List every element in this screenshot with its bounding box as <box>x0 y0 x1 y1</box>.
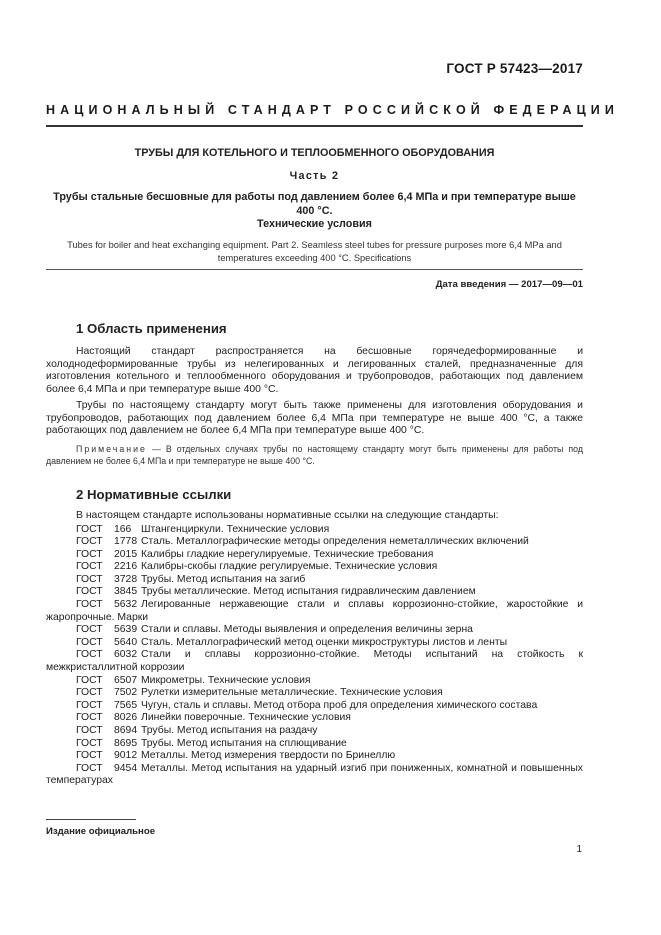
reference-title: Трубы. Метод испытания на сплющивание <box>141 737 347 749</box>
reference-code: ГОСТ <box>76 523 103 535</box>
reference-number: 8694 <box>114 725 138 736</box>
reference-title: Штангенциркули. Технические условия <box>141 523 330 535</box>
reference-code: ГОСТ <box>76 712 103 724</box>
reference-number: 6032 <box>114 649 138 661</box>
reference-item <box>46 750 583 763</box>
reference-number: 7502 <box>114 687 138 699</box>
reference-code: ГОСТ <box>76 636 103 648</box>
subtitle-main: Трубы стальные бесшовные для работы под давлением более 6,4 МПа и при температуре выше 400 °С. <box>53 191 576 217</box>
reference-item <box>46 675 583 688</box>
reference-code: ГОСТ <box>76 573 103 585</box>
reference-code: ГОСТ <box>76 599 103 611</box>
reference-item <box>46 725 583 738</box>
reference-number: 3728 <box>114 573 138 585</box>
reference-code: ГОСТ <box>76 548 103 560</box>
page-number: 1 <box>576 844 582 855</box>
reference-item <box>46 738 583 751</box>
reference-number: 3845 <box>114 586 138 598</box>
reference-title: Калибры гладкие нерегулируемые. Технические требования <box>141 548 434 560</box>
edition-label: Издание официальное <box>46 826 156 837</box>
reference-number: 8695 <box>114 737 138 749</box>
title-divider <box>46 269 583 270</box>
english-title: Tubes for boiler and heat exchanging equipment. Part 2. Seamless steel tubes for pressure purposes more 6,4 MPa and temperatures exceeding 400 °C. Specifications <box>67 240 562 263</box>
reference-item <box>46 536 583 549</box>
reference-number: 2015 <box>114 548 138 560</box>
reference-code: ГОСТ <box>76 536 103 548</box>
reference-item <box>46 637 583 650</box>
reference-number: 5640 <box>114 636 138 648</box>
reference-number: 5639 <box>114 624 138 636</box>
reference-code: ГОСТ <box>76 762 103 774</box>
reference-title: Рулетки измерительные металлические. Технические условия <box>141 687 443 699</box>
references-list <box>46 524 583 788</box>
reference-item <box>46 586 583 599</box>
reference-title: Чугун, сталь и сплавы. Метод отбора проб для определения химического состава <box>141 699 538 711</box>
reference-code: ГОСТ <box>76 750 103 762</box>
note-label: Примечание <box>76 444 147 454</box>
reference-number: 1778 <box>114 536 138 548</box>
reference-number: 9454 <box>114 762 138 774</box>
reference-number: 8026 <box>114 712 138 724</box>
section-1-heading: 1 Область применения <box>76 321 227 336</box>
reference-title: Стали и сплавы. Методы выявления и определения величины зерна <box>141 624 473 636</box>
reference-title: Линейки поверочные. Технические условия <box>141 712 351 724</box>
footer-divider <box>46 819 136 820</box>
reference-title: Сталь. Металлографические методы определения неметаллических включений <box>141 536 529 548</box>
header-divider <box>46 125 583 127</box>
reference-code: ГОСТ <box>76 649 103 661</box>
reference-number: 7565 <box>114 699 138 711</box>
reference-title: Трубы. Метод испытания на раздачу <box>141 725 318 736</box>
reference-item <box>46 712 583 725</box>
reference-code: ГОСТ <box>76 674 103 686</box>
part-label: Часть 2 <box>289 170 340 182</box>
introduction-date: Дата введения — 2017—09—01 <box>435 279 583 290</box>
reference-item <box>46 624 583 637</box>
reference-title: Сталь. Металлографический метод оценки микроструктуры листов и ленты <box>141 636 508 648</box>
reference-title: Трубы металлические. Метод испытания гидравлическим давлением <box>141 586 476 598</box>
reference-code: ГОСТ <box>76 725 103 736</box>
reference-title: Металлы. Метод измерения твердости по Бринеллю <box>141 750 396 762</box>
section-2-intro: В настоящем стандарте использованы нормативные ссылки на следующие стандарты: <box>76 510 499 521</box>
reference-item <box>46 599 583 624</box>
subtitle-spec: Технические условия <box>257 218 372 230</box>
national-standard-heading: НАЦИОНАЛЬНЫЙ СТАНДАРТ РОССИЙСКОЙ ФЕДЕРАЦИИ <box>46 103 619 117</box>
reference-number: 2216 <box>114 561 138 573</box>
reference-title: Микрометры. Технические условия <box>141 674 311 686</box>
reference-number: 166 <box>114 523 132 535</box>
reference-code: ГОСТ <box>76 687 103 699</box>
reference-code: ГОСТ <box>76 624 103 636</box>
document-subtitle <box>46 191 583 232</box>
section-1-note <box>46 443 583 467</box>
reference-item <box>46 763 583 788</box>
reference-title: Калибры-скобы гладкие регулируемые. Технические условия <box>141 561 438 573</box>
reference-item <box>46 649 583 674</box>
reference-title: Металлы. Метод испытания на ударный изгиб при пониженных, комнатной и повышенных температурах <box>46 762 583 787</box>
reference-item <box>46 687 583 700</box>
note-text: — В отдельных случаях трубы по настоящему стандарту могут быть применены для работы под давлением не более 6,4 МПа и при температуре не выше 400 °С. <box>46 444 583 466</box>
reference-number: 6507 <box>114 674 138 686</box>
reference-code: ГОСТ <box>76 586 103 598</box>
reference-item <box>46 561 583 574</box>
reference-item <box>46 700 583 713</box>
reference-item <box>46 524 583 537</box>
reference-title: Стали и сплавы коррозионно-стойкие. Методы испытаний на стойкость к межкристаллитной коррозии <box>46 649 583 674</box>
reference-title: Трубы. Метод испытания на загиб <box>141 573 306 585</box>
reference-item <box>46 574 583 587</box>
document-title: ТРУБЫ ДЛЯ КОТЕЛЬНОГО И ТЕПЛООБМЕННОГО ОБОРУДОВАНИЯ <box>134 147 495 159</box>
reference-title: Легированные нержавеющие стали и сплавы коррозионно-стойкие, жаростойкие и жаропрочные. Марки <box>46 599 583 623</box>
reference-item <box>46 549 583 562</box>
reference-number: 5632 <box>114 599 138 611</box>
section-1-paragraph-1: Настоящий стандарт распространяется на бесшовные горячедеформированные и холоднодеформированные трубы из нелегированных и легированных сталей, предназначенные для изготовления котельного и теплообменного оборудования и трубопроводов, работающих под давлением более 6,4 МПа и при температуре выше 400 °С. <box>46 346 583 395</box>
section-2-heading: 2 Нормативные ссылки <box>76 487 232 502</box>
reference-number: 9012 <box>114 750 138 762</box>
section-1-paragraph-2: Трубы по настоящему стандарту могут быть также применены для изготовления оборудования и трубопроводов, работающих под давлением более 6,4 МПа при температуре не выше 400 °С, а также работающих под давлением не более 6,4 МПа при температуре выше 400 °С. <box>46 400 583 437</box>
reference-code: ГОСТ <box>76 699 103 711</box>
reference-code: ГОСТ <box>76 561 103 573</box>
reference-code: ГОСТ <box>76 737 103 749</box>
document-number: ГОСТ Р 57423—2017 <box>446 61 583 76</box>
